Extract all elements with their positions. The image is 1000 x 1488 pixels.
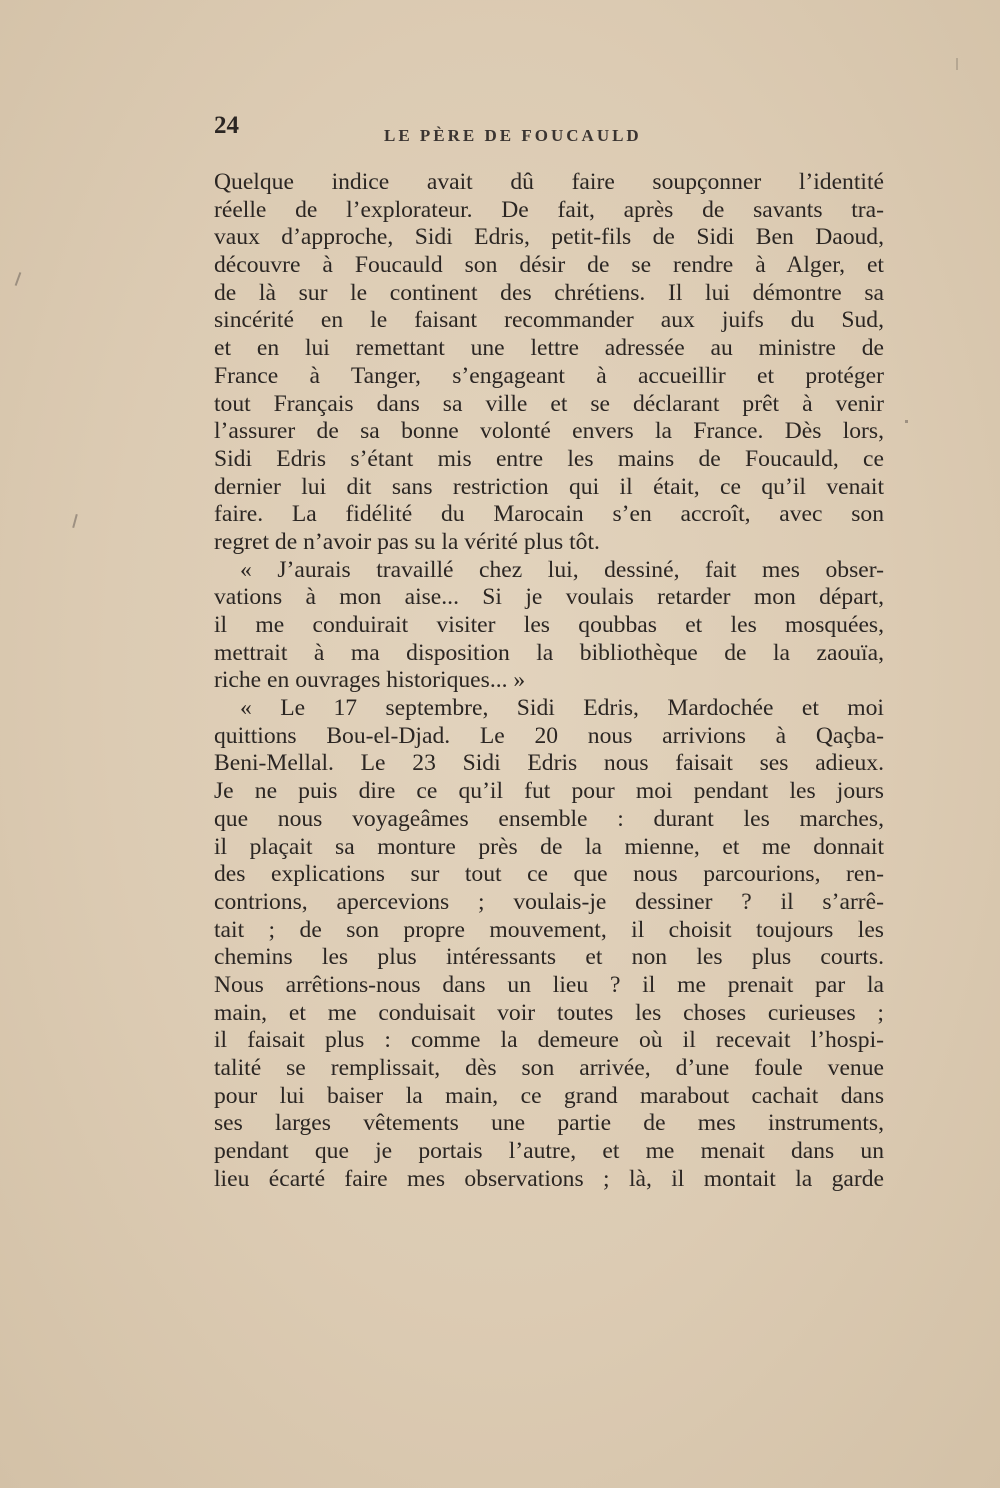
text-line: que nous voyageâmes ensemble : durant les marches, (214, 805, 884, 832)
text-line: faire. La fidélité du Marocain s’en accroît, avec son (214, 501, 884, 528)
text-line: tait ; de son propre mouvement, il choisit toujours les (214, 916, 884, 943)
text-line: Je ne puis dire ce qu’il fut pour moi pendant les jours (214, 778, 884, 805)
text-line: de là sur le continent des chrétiens. Il lui démontre sa (214, 279, 884, 306)
text-line: il faisait plus : comme la demeure où il recevait l’hospi- (214, 1027, 884, 1054)
text-line: riche en ouvrages historiques... » (214, 667, 526, 694)
page-header (214, 112, 884, 152)
text-line: découvre à Foucauld son désir de se rendre à Alger, et (214, 252, 884, 279)
running-title: LE PÈRE DE FOUCAULD (384, 126, 642, 145)
text-line: contrions, apercevions ; voulais-je dessiner ? il s’arrê- (214, 888, 884, 915)
text-line: tout Français dans sa ville et se déclarant prêt à venir (214, 390, 884, 417)
text-line: et en lui remettant une lettre adressée au ministre de (214, 335, 884, 362)
paper-speck (15, 272, 22, 286)
text-line: pour lui baiser la main, ce grand marabout cachait dans (214, 1082, 884, 1109)
text-line: vations à mon aise... Si je voulais retarder mon départ, (214, 584, 884, 611)
text-line: Beni-Mellal. Le 23 Sidi Edris nous faisait ses adieux. (214, 750, 884, 777)
text-line: talité se remplissait, dès son arrivée, d’une foule venue (214, 1055, 884, 1081)
text-line: lieu écarté faire mes observations ; là, il montait la garde (214, 1165, 884, 1192)
text-line: ses larges vêtements une partie de mes instruments, (214, 1110, 884, 1137)
paper-speck (905, 420, 908, 423)
text-line: mettrait à ma disposition la bibliothèque de la zaouïa, (214, 639, 884, 666)
paper-speck (956, 58, 958, 70)
text-line: il plaçait sa monture près de la mienne, et me donnait (214, 833, 884, 860)
text-line: il me conduirait visiter les qoubbas et les mosquées, (214, 612, 884, 638)
body-text (214, 169, 884, 1193)
text-line: sincérité en le faisant recommander aux juifs du Sud, (214, 307, 884, 334)
text-line: main, et me conduisait voir toutes les choses curieuses ; (214, 999, 884, 1026)
text-line: Nous arrêtions-nous dans un lieu ? il me prenait par la (214, 971, 884, 998)
text-line: France à Tanger, s’engageant à accueillir et protéger (214, 362, 884, 389)
text-line: des explications sur tout ce que nous parcourions, ren- (214, 861, 884, 888)
text-line: quittions Bou-el-Djad. Le 20 nous arrivions à Qaçba- (214, 722, 884, 749)
text-line: « J’aurais travaillé chez lui, dessiné, fait mes obser- (240, 556, 884, 583)
text-line: dernier lui dit sans restriction qui il était, ce qu’il venait (214, 473, 884, 500)
text-line: réelle de l’explorateur. De fait, après de savants tra- (214, 196, 884, 223)
text-line: Sidi Edris s’étant mis entre les mains de Foucauld, ce (214, 445, 884, 472)
paper-speck (72, 514, 78, 528)
text-line: pendant que je portais l’autre, et me menait dans un (214, 1138, 884, 1165)
text-line: vaux d’approche, Sidi Edris, petit-fils de Sidi Ben Daoud, (214, 224, 884, 251)
text-line: l’assurer de sa bonne volonté envers la France. Dès lors, (214, 418, 884, 445)
page-number: 24 (214, 112, 239, 139)
text-line: chemins les plus intéressants et non les plus courts. (214, 944, 884, 971)
text-line: regret de n’avoir pas su la vérité plus tôt. (214, 528, 600, 555)
text-line: « Le 17 septembre, Sidi Edris, Mardochée et moi (240, 695, 884, 722)
text-line: Quelque indice avait dû faire soupçonner l’identité (214, 169, 884, 195)
